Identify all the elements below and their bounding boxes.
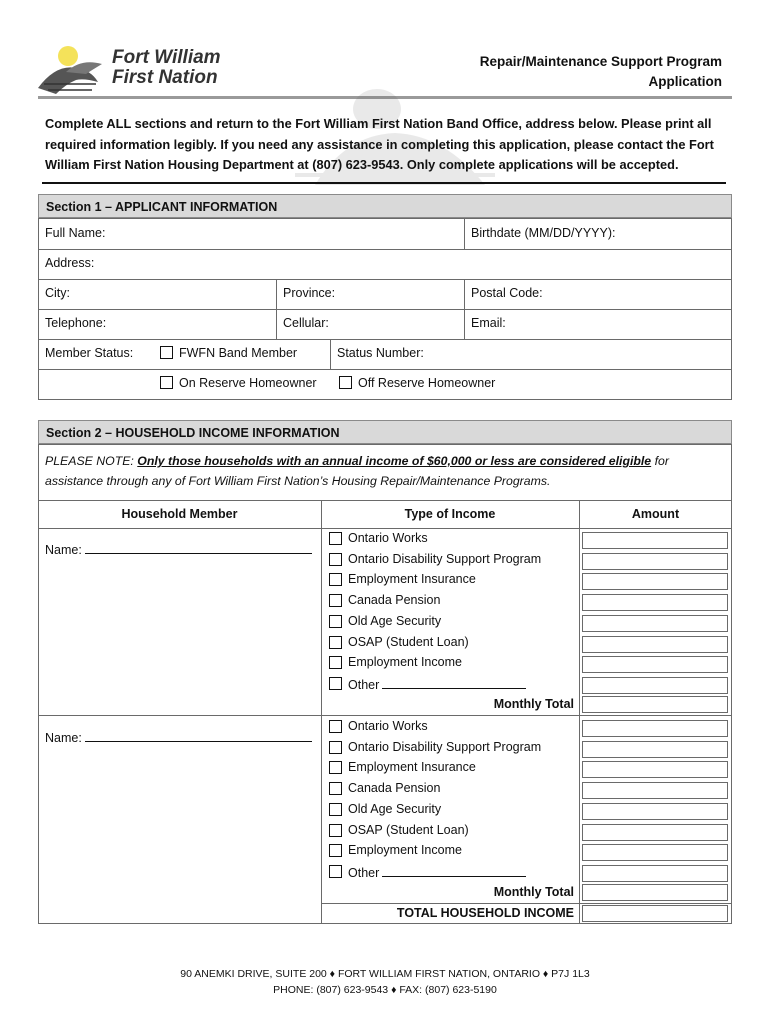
member1-income-checkbox[interactable] [329,636,342,649]
member1-income-checkbox[interactable] [329,532,342,545]
row-divider [38,715,732,716]
member1-amount-box[interactable] [582,677,728,694]
document-title [480,52,722,92]
section-applicant-information [38,194,732,400]
member2-income-checkbox[interactable] [329,803,342,816]
document-title-line1: Repair/Maintenance Support Program [479,54,722,69]
footer-phone: PHONE: (807) 623-9543 ♦ FAX: (807) 623-5190 [273,984,497,996]
row-divider [38,309,732,310]
member1-amount-box[interactable] [582,573,728,590]
col-divider [321,500,322,924]
col-divider [464,218,465,249]
col-divider [330,339,331,369]
member2-income-checkbox[interactable] [329,824,342,837]
city-field[interactable]: City: [45,286,70,300]
fwfn-band-member-checkbox[interactable] [160,346,173,359]
note-prefix: PLEASE NOTE: [45,454,138,468]
section1-heading: Section 1 – APPLICANT INFORMATION [38,194,732,218]
section-household-income [38,420,732,924]
on-reserve-checkbox[interactable] [160,376,173,389]
member1-income-checkbox[interactable] [329,677,342,690]
income-type-text: Employment Income [348,655,462,670]
income-type-text: OSAP (Student Loan) [348,634,469,649]
org-name-line1: Fort William [112,47,221,68]
row-divider [38,500,732,501]
member2-income-checkbox[interactable] [329,865,342,878]
member2-income-checkbox[interactable] [329,844,342,857]
note-suffix: for assistance through any of Fort William First Nation’s Housing Repair/Maintenance Programs. [45,454,669,488]
col-amount: Amount [631,507,680,521]
member1-income-label [348,635,469,649]
income-type-text: Old Age Security [348,613,442,628]
member1-income-label [348,531,428,545]
income-type-text: Canada Pension [348,781,441,796]
member-status-label: Member Status: [45,346,134,360]
total-household-income-amount[interactable] [582,905,728,922]
monthly-total-1-amount[interactable] [582,696,728,713]
name-underline [85,541,312,554]
member1-income-label [348,655,462,669]
row-divider [321,903,732,904]
instructions-divider [42,182,726,184]
member2-income-label [348,864,526,880]
member2-amount-box[interactable] [582,782,728,799]
monthly-total-2-amount[interactable] [582,884,728,901]
member2-income-label [348,843,462,857]
member2-income-checkbox[interactable] [329,782,342,795]
col-divider [276,279,277,339]
member2-amount-box[interactable] [582,844,728,861]
income-type-text: Other [348,865,380,880]
member1-amount-box[interactable] [582,656,728,673]
name-underline [85,729,312,742]
col-household-member: Household Member [121,507,238,521]
name-label: Name: [45,731,82,745]
income-type-text: Ontario Disability Support Program [348,551,542,566]
member1-income-label [348,552,541,566]
footer-address: 90 ANEMKI DRIVE, SUITE 200 ♦ FORT WILLIAM FIRST NATION, ONTARIO ♦ P7J 1L3 [180,968,590,980]
email-field[interactable]: Email: [471,316,506,330]
member2-amount-box[interactable] [582,741,728,758]
row-divider [38,339,732,340]
member1-amount-box[interactable] [582,553,728,570]
member2-income-label [348,760,476,774]
row-divider [38,369,732,370]
full-name-field[interactable]: Full Name: [45,226,106,240]
member1-income-checkbox[interactable] [329,594,342,607]
row-divider [38,279,732,280]
member1-income-checkbox[interactable] [329,656,342,669]
income-type-text: Canada Pension [348,593,441,608]
member2-income-checkbox[interactable] [329,720,342,733]
on-reserve-label: On Reserve Homeowner [179,376,317,390]
income-type-text: Ontario Disability Support Program [348,739,542,754]
note-emphasis: Only those households with an annual income of $60,000 or less are considered eligible [137,454,652,468]
other-income-underline[interactable] [382,676,526,689]
member1-income-checkbox[interactable] [329,553,342,566]
org-name-line2: First Nation [112,67,218,88]
income-type-text: Ontario Works [348,719,428,733]
row-divider [38,249,732,250]
member1-income-label [348,614,441,628]
other-income-underline[interactable] [382,864,526,877]
status-number-field[interactable]: Status Number: [337,346,424,360]
col-type-of-income: Type of Income [404,507,496,521]
member1-income-label [348,593,440,607]
col-divider [464,279,465,339]
income-type-text: Ontario Works [348,531,428,545]
income-type-text: Employment Insurance [348,760,476,775]
instructions: Complete ALL sections and return to the Fort William First Nation Band Office, address below. Please print all required information legibly. If you need any assistance in completing this application, please contact the Fort William First Nation Housing Department at (807) 623-9543. Only complete applications will be accepted. [45,116,714,172]
birthdate-field[interactable]: Birthdate (MM/DD/YYYY): [471,226,616,240]
member1-amount-box[interactable] [582,594,728,611]
income-type-text: OSAP (Student Loan) [348,822,469,837]
member2-amount-box[interactable] [582,761,728,778]
member1-income-label [348,572,476,586]
member2-income-label [348,823,469,837]
off-reserve-checkbox[interactable] [339,376,352,389]
name-label: Name: [45,543,82,557]
total-household-income-label: TOTAL HOUSEHOLD INCOME [396,906,574,920]
address-field[interactable]: Address: [45,256,95,270]
member2-amount-box[interactable] [582,720,728,737]
member2-name-field[interactable] [45,729,312,745]
section2-heading: Section 2 – HOUSEHOLD INCOME INFORMATION [38,420,732,444]
member1-amount-box[interactable] [582,615,728,632]
member2-amount-box[interactable] [582,824,728,841]
footer [0,966,770,998]
off-reserve-label: Off Reserve Homeowner [358,376,496,390]
member2-income-checkbox[interactable] [329,741,342,754]
member2-income-checkbox[interactable] [329,761,342,774]
member2-income-label [348,740,541,754]
member2-income-label [348,781,440,795]
income-type-text: Old Age Security [348,801,442,816]
telephone-field[interactable]: Telephone: [45,316,107,330]
member2-income-label [348,719,428,733]
income-type-text: Other [348,677,380,692]
org-name [112,48,221,88]
member1-amount-box[interactable] [582,532,728,549]
income-type-text: Employment Insurance [348,572,476,587]
row-divider [38,528,732,529]
fwfn-band-member-label: FWFN Band Member [179,346,298,360]
col-divider [579,500,580,924]
member1-income-checkbox[interactable] [329,615,342,628]
monthly-total-2-label: Monthly Total [493,885,574,899]
member2-amount-box[interactable] [582,803,728,820]
monthly-total-1-label: Monthly Total [493,697,574,711]
member2-income-label [348,802,441,816]
member1-income-checkbox[interactable] [329,573,342,586]
postal-code-field[interactable]: Postal Code: [471,286,543,300]
province-field[interactable]: Province: [283,286,336,300]
income-type-text: Employment Income [348,843,462,858]
cellular-field[interactable]: Cellular: [283,316,329,330]
member1-income-label [348,676,526,692]
member1-name-field[interactable] [45,541,312,557]
member1-amount-box[interactable] [582,636,728,653]
member2-amount-box[interactable] [582,865,728,882]
document-title-line2: Application [648,74,722,89]
eligibility-note [45,451,725,491]
